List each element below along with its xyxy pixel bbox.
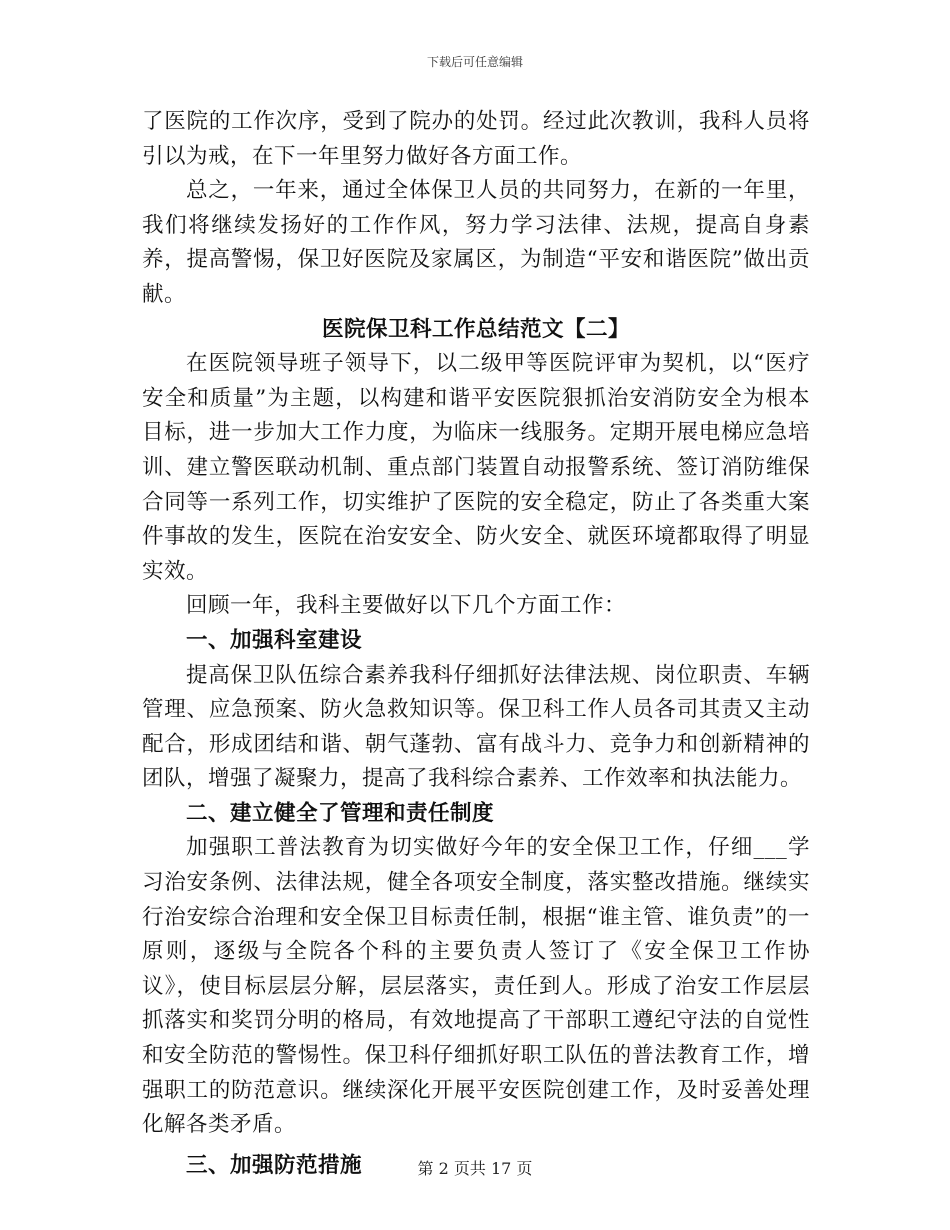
paragraph-review: 回顾一年，我科主要做好以下几个方面工作： (186, 593, 627, 619)
section-title: 医院保卫科工作总结范文【二】 (321, 316, 630, 342)
header-note: 下载后可任意编辑 (426, 55, 523, 69)
document-body (142, 105, 810, 1183)
paragraph-section-1: 提高保卫队伍综合素养我科仔细抓好法律法规、岗位职责、车辆管理、应急预案、防火急救知识等。保卫科工作人员各司其责又主动配合，形成团结和谐、朝气蓬勃、富有战斗力、竞争力和创新精神的团队，增强了凝聚力，提高了我科综合素养、工作效率和执法能力。 (142, 662, 810, 792)
heading-3: 三、加强防范措施 (186, 1152, 363, 1178)
heading-1: 一、加强科室建设 (186, 627, 363, 653)
paragraph-section-2: 加强职工普法教育为切实做好今年的安全保卫工作，仔细___学习治安条例、法律法规，健全各项安全制度，落实整改措施。继续实行治安综合治理和安全保卫目标责任制，根据“谁主管、谁负责”的一原则，逐级与全院各个科的主要负责人签订了《安全保卫工作协议》，使目标层层分解，层层落实，责任到人。形成了治安工作层层抓落实和奖罚分明的格局，有效地提高了干部职工遵纪守法的自觉性和安全防范的警惕性。保卫科仔细抓好职工队伍的普法教育工作，增强职工的防范意识。继续深化开展平安医院创建工作，及时妥善处理化解各类矛盾。 (142, 835, 810, 1138)
page-number: 第 2 页共 17 页 (417, 1159, 533, 1178)
paragraph-summary: 总之，一年来，通过全体保卫人员的共同努力，在新的一年里，我们将继续发扬好的工作作风，努力学习法律、法规，提高自身素养，提高警惕，保卫好医院及家属区，为制造“平安和谐医院”做出贡献。 (142, 178, 810, 307)
paragraph-continuation: 了医院的工作次序，受到了院办的处罚。经过此次教训，我科人员将引以为戒，在下一年里努力做好各方面工作。 (142, 109, 810, 169)
paragraph-intro: 在医院领导班子领导下，以二级甲等医院评审为契机，以“医疗安全和质量”为主题，以构建和谐平安医院狠抓治安消防安全为根本目标，进一步加大工作力度，为临床一线服务。定期开展电梯应急培训、建立警医联动机制、重点部门装置自动报警系统、签订消防维保合同等一系列工作，切实维护了医院的安全稳定，防止了各类重大案件事故的发生，医院在治安安全、防火安全、就医环境都取得了明显实效。 (142, 351, 810, 584)
heading-2: 二、建立健全了管理和责任制度 (186, 800, 495, 826)
